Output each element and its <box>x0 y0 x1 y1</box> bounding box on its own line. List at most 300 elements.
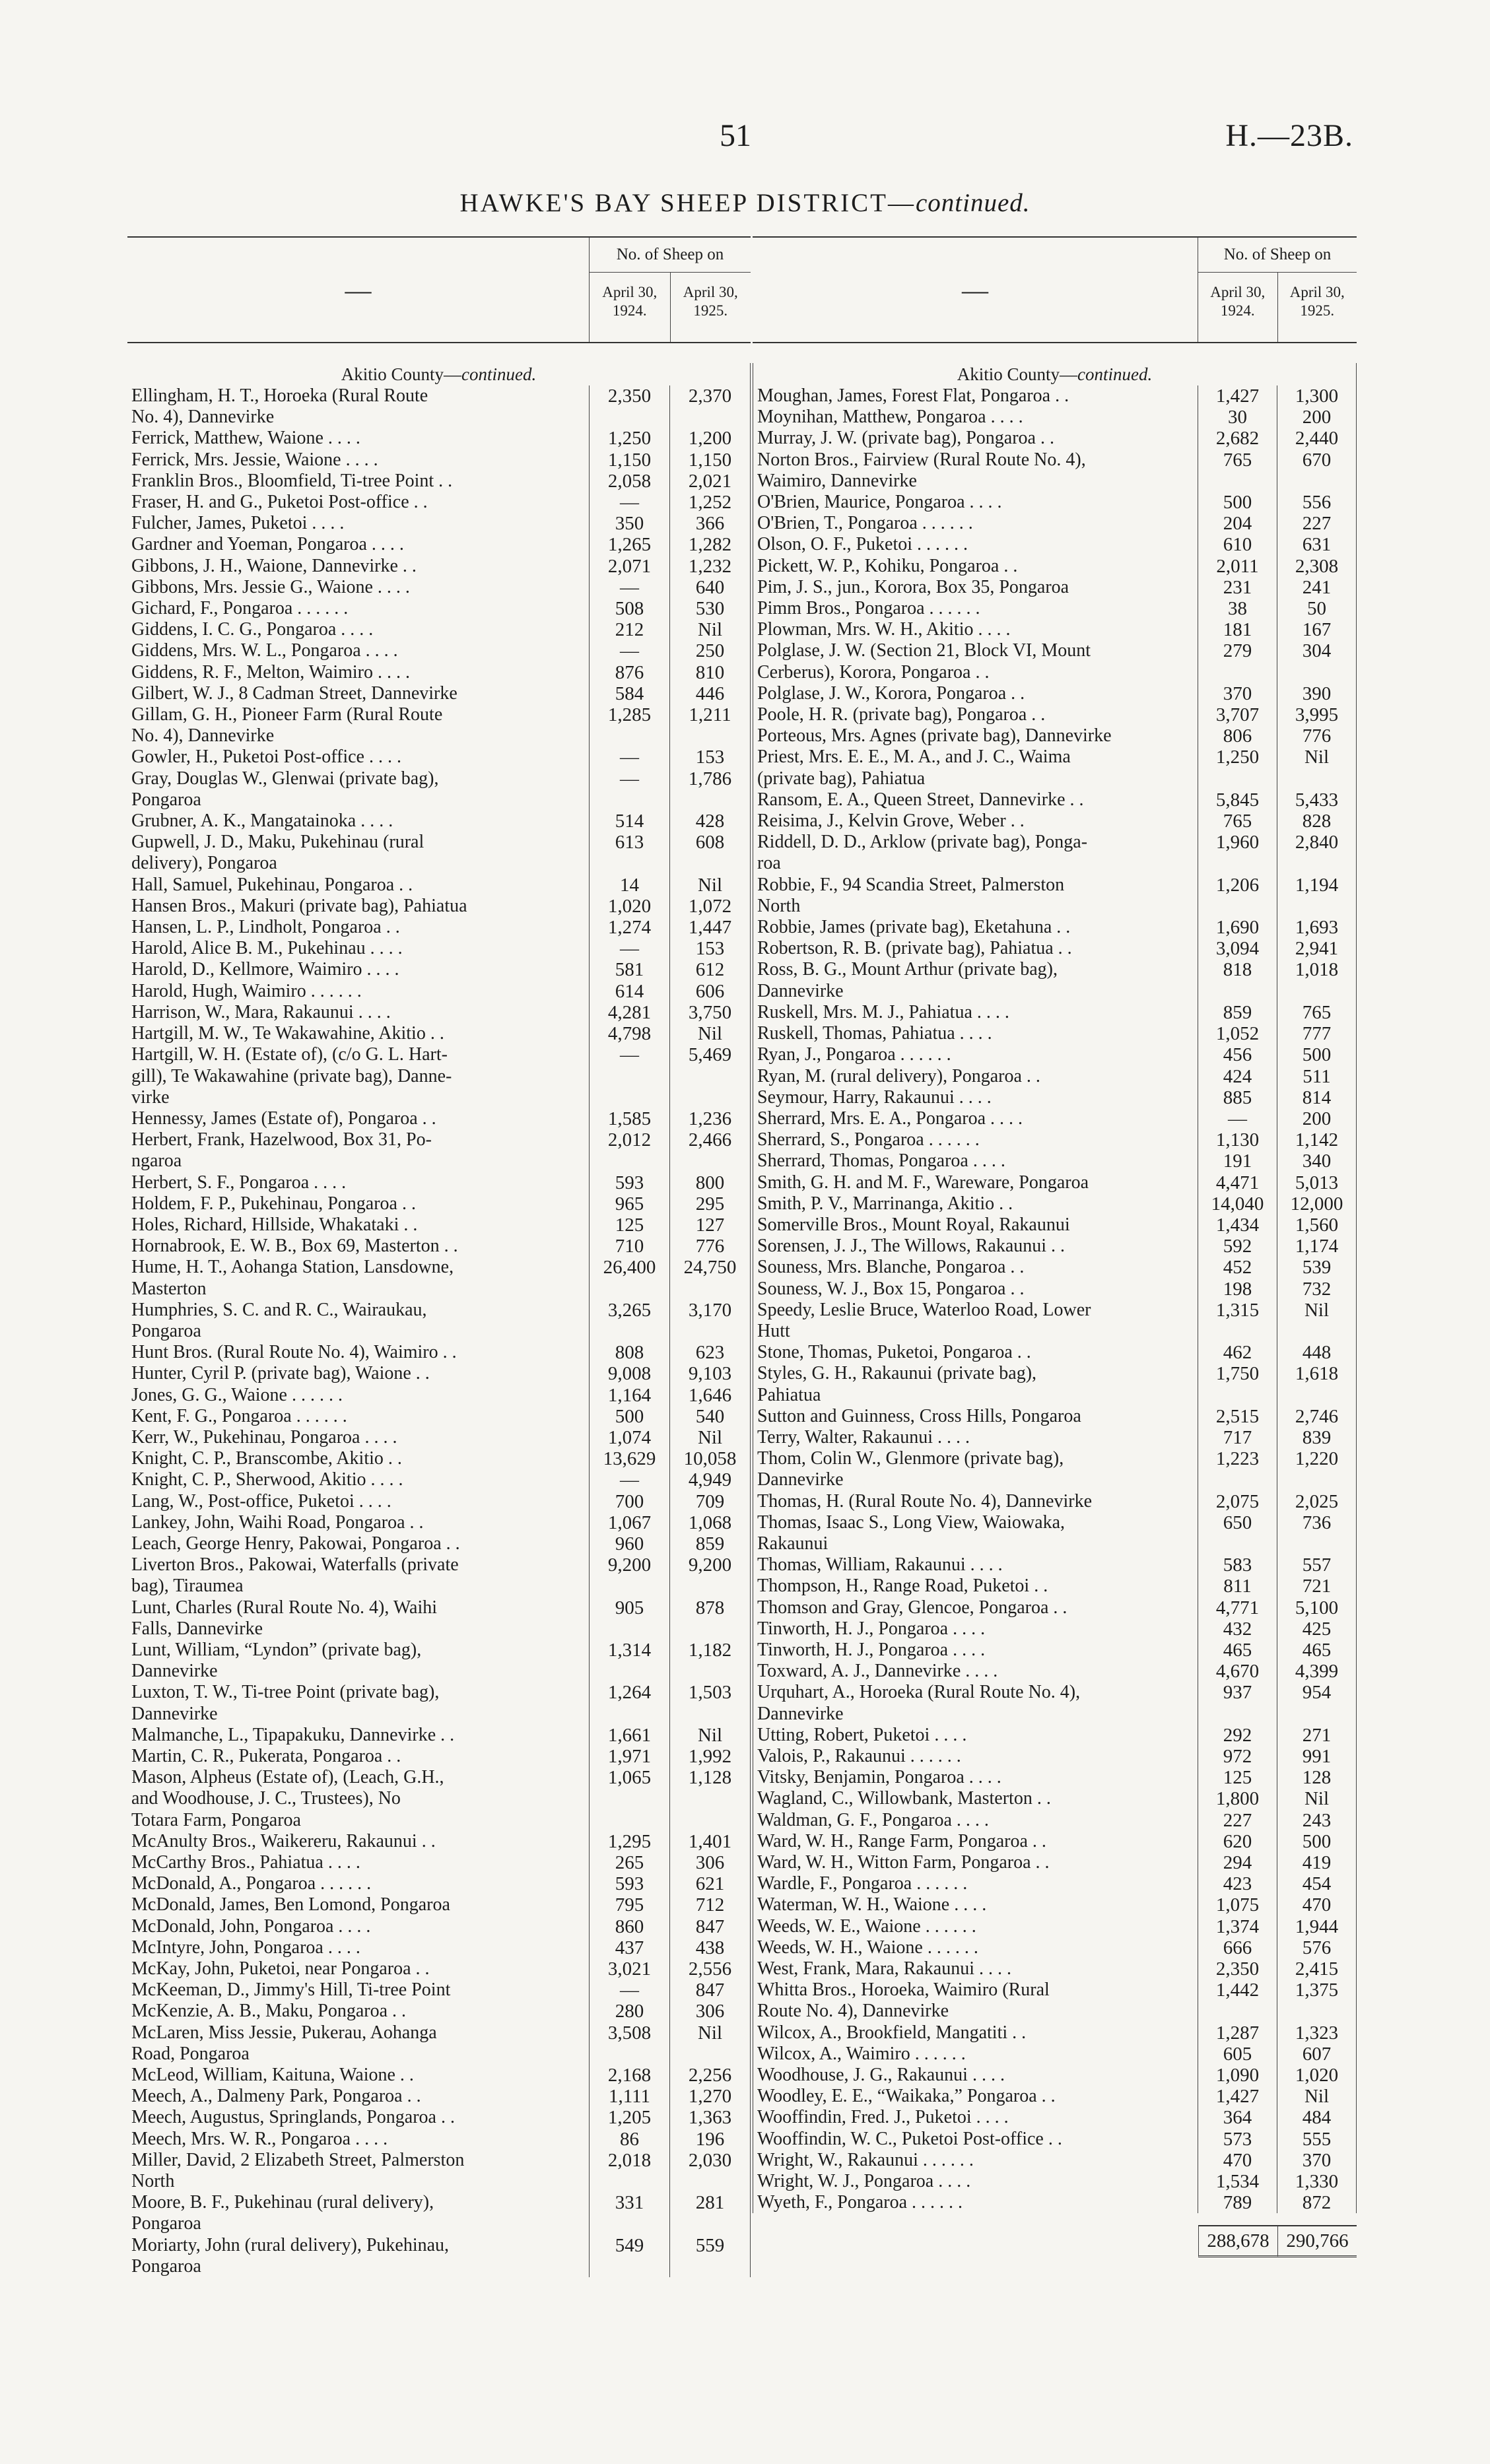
table-row <box>127 2022 750 2044</box>
sheep-1924: 4,281 <box>589 1002 669 1023</box>
sheep-1924: 1,750 <box>1198 1363 1277 1384</box>
owner-name: Wilcox, A., Waimiro . . . . . . <box>757 2043 966 2064</box>
table-row <box>127 1469 750 1490</box>
owner-name: Lunt, William, “Lyndon” (private bag), <box>131 1639 422 1660</box>
owner-name: McIntyre, John, Pongaroa . . . . <box>131 1937 360 1958</box>
sheep-1925: 1,020 <box>1277 2065 1356 2086</box>
owner-name: Holes, Richard, Hillside, Whakataki . . <box>131 1214 418 1235</box>
sheep-1924: 9,008 <box>589 1363 669 1384</box>
sheep-1924: 3,021 <box>589 1958 669 1980</box>
sheep-1925 <box>669 1321 750 1342</box>
header-1925: April 30, 1925. <box>670 273 751 342</box>
sheep-1925: 9,103 <box>669 1363 750 1384</box>
table-row <box>753 1788 1356 1809</box>
owner-name: Ryan, M. (rural delivery), Pongaroa . . <box>757 1065 1040 1086</box>
owner-name: Souness, Mrs. Blanche, Pongaroa . . <box>757 1257 1025 1278</box>
sheep-1924: 30 <box>1198 407 1277 428</box>
sheep-1924: 593 <box>589 1873 669 1894</box>
page-title <box>0 188 1490 218</box>
right-rows <box>753 385 1356 2213</box>
table-row <box>753 1172 1356 1193</box>
sheep-1924: 859 <box>1198 1002 1277 1023</box>
sheep-1925: 448 <box>1277 1342 1356 1363</box>
sheep-1924: 1,690 <box>1198 917 1277 938</box>
sheep-1925: 2,556 <box>669 1958 750 1980</box>
sheep-1925: Nil <box>1277 747 1356 768</box>
sheep-1925: 2,941 <box>1277 938 1356 959</box>
sheep-1924: 1,800 <box>1198 1788 1277 1809</box>
table-row <box>127 1044 750 1065</box>
sheep-1924 <box>589 1321 669 1342</box>
sheep-1925: 839 <box>1277 1427 1356 1448</box>
owner-name: Pickett, W. P., Kohiku, Pongaroa . . <box>757 555 1018 576</box>
owner-name: Ferrick, Mrs. Jessie, Waione . . . . <box>131 449 378 470</box>
sheep-1925: Nil <box>669 619 750 640</box>
sheep-1925 <box>1277 981 1356 1002</box>
owner-name: Mason, Alpheus (Estate of), (Leach, G.H., <box>131 1767 444 1788</box>
header-sheep-group <box>589 238 751 342</box>
sheep-1924 <box>1198 981 1277 1002</box>
sheep-1924: 432 <box>1198 1618 1277 1640</box>
table-row <box>127 1576 750 1597</box>
sheep-1924 <box>1198 853 1277 874</box>
owner-name: Gibbons, J. H., Waione, Dannevirke . . <box>131 555 417 576</box>
owner-name: Sherrard, Thomas, Pongaroa . . . . <box>757 1150 1005 1172</box>
owner-name: Pahiatua <box>757 1384 821 1405</box>
sheep-1925 <box>669 2213 750 2234</box>
sheep-1924: 14 <box>589 875 669 896</box>
table-row <box>127 875 750 896</box>
sheep-1925: 1,200 <box>669 428 750 449</box>
table-row <box>127 2107 750 2128</box>
sheep-1925: 878 <box>669 1597 750 1618</box>
sheep-1925 <box>1277 471 1356 492</box>
owner-name: Souness, W. J., Box 15, Pongaroa . . <box>757 1278 1025 1299</box>
owner-name: Ferrick, Matthew, Waione . . . . <box>131 428 360 449</box>
left-table <box>127 236 751 2277</box>
table-row <box>127 747 750 768</box>
owner-name: Ward, W. H., Witton Farm, Pongaroa . . <box>757 1852 1050 1873</box>
sheep-1924: 614 <box>589 981 669 1002</box>
table-row <box>127 428 750 449</box>
table-row <box>753 959 1356 980</box>
header-no-of-sheep: No. of Sheep on <box>590 238 751 273</box>
sheep-1924: 4,670 <box>1198 1661 1277 1682</box>
sheep-1925: 810 <box>669 662 750 683</box>
sheep-1925: 1,236 <box>669 1108 750 1129</box>
sheep-1924 <box>589 1150 669 1172</box>
sheep-1925: Nil <box>669 1725 750 1746</box>
section-heading-continued: continued. <box>1077 364 1153 384</box>
owner-name: and Woodhouse, J. C., Trustees), No <box>131 1788 401 1809</box>
table-row <box>753 619 1356 640</box>
owner-name: Hansen, L. P., Lindholt, Pongaroa . . <box>131 917 400 938</box>
owner-name: Sorensen, J. J., The Willows, Rakaunui . . <box>757 1236 1066 1257</box>
table-row <box>127 832 750 853</box>
sheep-1925 <box>1277 768 1356 789</box>
owner-name: Hunt Bros. (Rural Route No. 4), Waimiro . . <box>131 1342 457 1363</box>
table-row <box>127 1533 750 1554</box>
sheep-1924: 789 <box>1198 2192 1277 2213</box>
table-row <box>753 1300 1356 1321</box>
owner-name: Franklin Bros., Bloomfield, Ti-tree Point . . <box>131 470 453 491</box>
sheep-1925: 281 <box>669 2192 750 2213</box>
title-main: HAWKE'S BAY SHEEP DISTRICT— <box>459 189 916 217</box>
owner-name: Lang, W., Post-office, Puketoi . . . . <box>131 1490 391 1512</box>
table-row <box>127 2192 750 2213</box>
sheep-1924: 613 <box>589 832 669 853</box>
table-row <box>127 1108 750 1129</box>
owner-name: Rakaunui <box>757 1533 829 1554</box>
owner-name: Gardner and Yoeman, Pongaroa . . . . <box>131 534 404 555</box>
sheep-1925: 557 <box>1277 1554 1356 1576</box>
sheep-1924: 1,052 <box>1198 1023 1277 1044</box>
sheep-1925: 800 <box>669 1172 750 1193</box>
sheep-1924: 610 <box>1198 534 1277 555</box>
owner-name: O'Brien, Maurice, Pongaroa . . . . <box>757 492 1002 513</box>
owner-name: Harold, Hugh, Waimiro . . . . . . <box>131 980 362 1001</box>
owner-name: Tinworth, H. J., Pongaroa . . . . <box>757 1618 986 1639</box>
table-row <box>127 450 750 471</box>
table-row <box>753 1448 1356 1469</box>
sheep-1924 <box>589 2044 669 2065</box>
sheep-1925: 847 <box>669 1916 750 1937</box>
table-row <box>127 1448 750 1469</box>
sheep-1924 <box>589 1066 669 1087</box>
sheep-1924: 456 <box>1198 1044 1277 1065</box>
owner-name: North <box>757 895 801 916</box>
table-row <box>127 513 750 534</box>
table-row <box>753 1682 1356 1703</box>
sheep-1925 <box>669 1810 750 1831</box>
sheep-1925 <box>669 1704 750 1725</box>
sheep-1925: 366 <box>669 513 750 534</box>
owner-name: No. 4), Dannevirke <box>131 407 275 428</box>
owner-name: Hornabrook, E. W. B., Box 69, Masterton . . <box>131 1236 458 1257</box>
sheep-1924 <box>589 1661 669 1682</box>
table-row <box>127 2065 750 2086</box>
right-table <box>753 236 1357 2257</box>
owner-name: ngaroa <box>131 1150 182 1172</box>
sheep-1925: 3,170 <box>669 1300 750 1321</box>
owner-name: Priest, Mrs. E. E., M. A., and J. C., Waima <box>757 747 1071 768</box>
sheep-1925: 776 <box>1277 725 1356 747</box>
sheep-1924: 1,074 <box>589 1427 669 1448</box>
sheep-1924: 876 <box>589 662 669 683</box>
sheep-1925: 539 <box>1277 1257 1356 1278</box>
sheep-1924: 1,960 <box>1198 832 1277 853</box>
sheep-1924: 212 <box>589 619 669 640</box>
table-row <box>753 2129 1356 2150</box>
sheep-1924: 1,150 <box>589 450 669 471</box>
sheep-1924: 1,075 <box>1198 1894 1277 1915</box>
sheep-1925: 9,200 <box>669 1554 750 1576</box>
sheep-1924: 424 <box>1198 1066 1277 1087</box>
table-row <box>127 1002 750 1023</box>
owner-name: Urquhart, A., Horoeka (Rural Route No. 4), <box>757 1682 1081 1703</box>
sheep-1924: 462 <box>1198 1342 1277 1363</box>
owner-name: Gowler, H., Puketoi Post-office . . . . <box>131 747 401 768</box>
table-row <box>127 2001 750 2022</box>
sheep-1925: 511 <box>1277 1066 1356 1087</box>
sheep-1924: 1,020 <box>589 896 669 917</box>
table-row <box>753 1937 1356 1958</box>
sheep-1925: 1,401 <box>669 1831 750 1852</box>
owner-name: Pongaroa <box>131 2213 201 2234</box>
owner-name: Thomas, H. (Rural Route No. 4), Dannevirke <box>757 1490 1092 1512</box>
table-row <box>127 2150 750 2171</box>
sheep-1924: — <box>1198 1108 1277 1129</box>
table-row <box>753 2192 1356 2213</box>
sheep-1925: 555 <box>1277 2129 1356 2150</box>
sheep-1924: 2,350 <box>589 385 669 407</box>
table-row <box>753 2001 1356 2022</box>
sheep-1925: 709 <box>669 1491 750 1512</box>
sheep-1925: 765 <box>1277 1002 1356 1023</box>
sheep-1925: 24,750 <box>669 1257 750 1278</box>
table-row <box>127 1215 750 1236</box>
sheep-1924: — <box>589 938 669 959</box>
sheep-1924 <box>589 2213 669 2234</box>
sheep-1924: 2,168 <box>589 2065 669 2086</box>
owner-name: Moynihan, Matthew, Pongaroa . . . . <box>757 407 1023 428</box>
sheep-1925: 1,072 <box>669 896 750 917</box>
owner-name: delivery), Pongaroa <box>131 853 277 874</box>
table-row <box>753 2171 1356 2192</box>
sheep-1924: 1,314 <box>589 1640 669 1661</box>
table-row <box>127 1279 750 1300</box>
owner-name: roa <box>757 853 781 874</box>
sheep-1924 <box>1198 1321 1277 1342</box>
owner-name: Olson, O. F., Puketoi . . . . . . <box>757 534 968 555</box>
sheep-1925: 1,693 <box>1277 917 1356 938</box>
sheep-1924: 885 <box>1198 1087 1277 1108</box>
sheep-1925: 340 <box>1277 1150 1356 1172</box>
sheep-1924 <box>1198 2001 1277 2022</box>
sheep-1925: 559 <box>669 2235 750 2256</box>
sheep-1925: 200 <box>1277 1108 1356 1129</box>
sheep-1924: 2,011 <box>1198 556 1277 577</box>
owner-name: Wyeth, F., Pongaroa . . . . . . <box>757 2192 963 2213</box>
owner-name: Meech, Mrs. W. R., Pongaroa . . . . <box>131 2128 388 2149</box>
sheep-1924: 972 <box>1198 1746 1277 1767</box>
sheep-1924 <box>589 1788 669 1809</box>
sheep-1924: 650 <box>1198 1512 1277 1533</box>
table-row <box>753 640 1356 661</box>
sheep-1925: 306 <box>669 2001 750 2022</box>
table-row <box>127 2044 750 2065</box>
owner-name: Ruskell, Mrs. M. J., Pahiatua . . . . <box>757 1001 1009 1022</box>
owner-name: Hume, H. T., Aohanga Station, Lansdowne, <box>131 1257 454 1278</box>
sheep-1924: 294 <box>1198 1852 1277 1873</box>
header-no-of-sheep: No. of Sheep on <box>1198 238 1357 273</box>
sheep-1925: 2,025 <box>1277 1491 1356 1512</box>
sheep-1925: 446 <box>669 683 750 704</box>
sheep-1924: 1,315 <box>1198 1300 1277 1321</box>
owner-name: McLeod, William, Kaituna, Waione . . <box>131 2065 414 2086</box>
sheep-1925: Nil <box>669 1023 750 1044</box>
sheep-1924: — <box>589 1044 669 1065</box>
owner-name: Meech, A., Dalmeny Park, Pongaroa . . <box>131 2086 421 2107</box>
sheep-1924: 2,071 <box>589 556 669 577</box>
sheep-1924: 14,040 <box>1198 1193 1277 1215</box>
owner-name: Waterman, W. H., Waione . . . . <box>757 1894 987 1915</box>
sheep-1925: 1,018 <box>1277 959 1356 980</box>
section-heading-main: Akitio County— <box>957 364 1078 384</box>
table-row <box>753 747 1356 768</box>
owner-name: Styles, G. H., Rakaunui (private bag), <box>757 1363 1037 1384</box>
table-row <box>127 811 750 832</box>
sheep-1924: 700 <box>589 1491 669 1512</box>
sheep-1925: 2,308 <box>1277 556 1356 577</box>
sheep-1925: 4,949 <box>669 1469 750 1490</box>
sheep-1924: 125 <box>589 1215 669 1236</box>
sheep-1925 <box>669 1150 750 1172</box>
owner-name: Riddell, D. D., Arklow (private bag), Ponga- <box>757 832 1088 853</box>
table-row <box>127 2129 750 2150</box>
owner-name: Harrison, W., Mara, Rakaunui . . . . <box>131 1001 391 1022</box>
sheep-1925: 196 <box>669 2129 750 2150</box>
sheep-1924 <box>1198 662 1277 683</box>
owner-name: Dannevirke <box>757 980 844 1001</box>
sheep-1925: 3,750 <box>669 1002 750 1023</box>
sheep-1925 <box>1277 1469 1356 1490</box>
table-row <box>753 662 1356 683</box>
sheep-1924: 26,400 <box>589 1257 669 1278</box>
table-row <box>753 1469 1356 1490</box>
sheep-1925 <box>669 407 750 428</box>
table-row <box>127 1087 750 1108</box>
owner-name: Robbie, James (private bag), Eketahuna . . <box>757 917 1071 938</box>
sheep-1925: Nil <box>669 875 750 896</box>
table-row <box>753 1321 1356 1342</box>
table-row <box>127 1810 750 1831</box>
owner-name: Stone, Thomas, Puketoi, Pongaroa . . <box>757 1342 1031 1363</box>
sheep-1924: 666 <box>1198 1937 1277 1958</box>
table-row <box>127 1894 750 1915</box>
owner-name: West, Frank, Mara, Rakaunui . . . . <box>757 1958 1011 1980</box>
table-row <box>127 534 750 555</box>
owner-name: Humphries, S. C. and R. C., Wairaukau, <box>131 1299 427 1320</box>
sheep-1925: 390 <box>1277 683 1356 704</box>
left-table-header <box>127 236 751 343</box>
sheep-1925: 612 <box>669 959 750 980</box>
sheep-1924: 860 <box>589 1916 669 1937</box>
owner-name: Hunter, Cyril P. (private bag), Waione . . <box>131 1363 430 1384</box>
owner-name: Utting, Robert, Puketoi . . . . <box>757 1724 967 1745</box>
sheep-1924: 1,090 <box>1198 2065 1277 2086</box>
page-number: 51 <box>720 118 751 153</box>
sheep-1925: 1,182 <box>669 1640 750 1661</box>
sheep-1925: 732 <box>1277 1279 1356 1300</box>
sheep-1924 <box>589 407 669 428</box>
table-row <box>753 1427 1356 1448</box>
owner-name: Porteous, Mrs. Agnes (private bag), Dannevirke <box>757 725 1112 747</box>
sheep-1924: 806 <box>1198 725 1277 747</box>
table-row <box>127 407 750 428</box>
owner-name: Moriarty, John (rural delivery), Pukehinau, <box>131 2234 450 2255</box>
owner-name: Gray, Douglas W., Glenwai (private bag), <box>131 768 439 789</box>
owner-name: Wagland, C., Willowbank, Masterton . . <box>757 1788 1051 1809</box>
owner-name: Wright, W., Rakaunui . . . . . . <box>757 2149 974 2170</box>
owner-name: Masterton <box>131 1278 207 1299</box>
sheep-1925: 670 <box>1277 450 1356 471</box>
owner-name: Falls, Dannevirke <box>131 1618 263 1639</box>
table-row <box>753 1002 1356 1023</box>
table-row <box>753 1385 1356 1406</box>
sheep-1925: 128 <box>1277 1767 1356 1788</box>
owner-name: Hennessy, James (Estate of), Pongaroa . . <box>131 1108 436 1129</box>
table-row <box>753 1533 1356 1554</box>
sheep-1924: 1,111 <box>589 2086 669 2107</box>
owner-name: Route No. 4), Dannevirke <box>757 2001 949 2022</box>
table-row <box>127 1682 750 1703</box>
sheep-1924: 292 <box>1198 1725 1277 1746</box>
sheep-1925: 470 <box>1277 1894 1356 1915</box>
section-heading <box>127 363 750 385</box>
table-row <box>753 1597 1356 1618</box>
owner-name: Waimiro, Dannevirke <box>757 470 917 491</box>
table-row <box>127 2256 750 2277</box>
owner-name: Ruskell, Thomas, Pahiatua . . . . <box>757 1023 992 1044</box>
table-row <box>753 1129 1356 1150</box>
sheep-1925: 1,150 <box>669 450 750 471</box>
sheep-1924 <box>589 853 669 874</box>
sheep-1925 <box>669 2256 750 2277</box>
table-row <box>753 1661 1356 1682</box>
section-heading <box>753 363 1356 385</box>
section-heading-continued: continued. <box>461 364 537 384</box>
owner-name: Reisima, J., Kelvin Grove, Weber . . <box>757 811 1025 832</box>
sheep-1924: 452 <box>1198 1257 1277 1278</box>
table-row <box>127 1831 750 1852</box>
owner-name: Whitta Bros., Horoeka, Waimiro (Rural <box>757 1980 1050 2001</box>
table-row <box>753 1150 1356 1172</box>
owner-name: McLaren, Miss Jessie, Pukerau, Aohanga <box>131 2022 437 2043</box>
owner-name: Sutton and Guinness, Cross Hills, Pongaroa <box>757 1405 1081 1426</box>
table-row <box>753 832 1356 853</box>
sheep-1924 <box>589 789 669 811</box>
table-row <box>753 577 1356 598</box>
sheep-1925 <box>1277 662 1356 683</box>
sheep-1925: 2,466 <box>669 1129 750 1150</box>
sheep-1924 <box>1198 1385 1277 1406</box>
owner-name: Thomas, William, Rakaunui . . . . <box>757 1554 1003 1576</box>
table-row <box>753 2044 1356 2065</box>
table-row <box>753 1491 1356 1512</box>
sheep-1925: Nil <box>669 2022 750 2044</box>
table-row <box>127 1618 750 1640</box>
sheep-1925: 4,399 <box>1277 1661 1356 1682</box>
sheep-1925: 5,100 <box>1277 1597 1356 1618</box>
owner-name: Plowman, Mrs. W. H., Akitio . . . . <box>757 619 1011 640</box>
owner-name: Wardle, F., Pongaroa . . . . . . <box>757 1873 968 1894</box>
sheep-1925: 776 <box>669 1236 750 1257</box>
left-table-body <box>127 363 751 2277</box>
sheep-1924: 1,427 <box>1198 385 1277 407</box>
table-row <box>753 789 1356 811</box>
total-1924: 288,678 <box>1198 2225 1277 2257</box>
table-row <box>753 407 1356 428</box>
sheep-1925 <box>1277 1385 1356 1406</box>
sheep-1924 <box>589 1618 669 1640</box>
table-row <box>753 385 1356 407</box>
sheep-1924 <box>1198 1469 1277 1490</box>
table-row <box>127 1321 750 1342</box>
sheep-1924 <box>589 1087 669 1108</box>
table-row <box>753 917 1356 938</box>
owner-name: Pongaroa <box>131 789 201 810</box>
